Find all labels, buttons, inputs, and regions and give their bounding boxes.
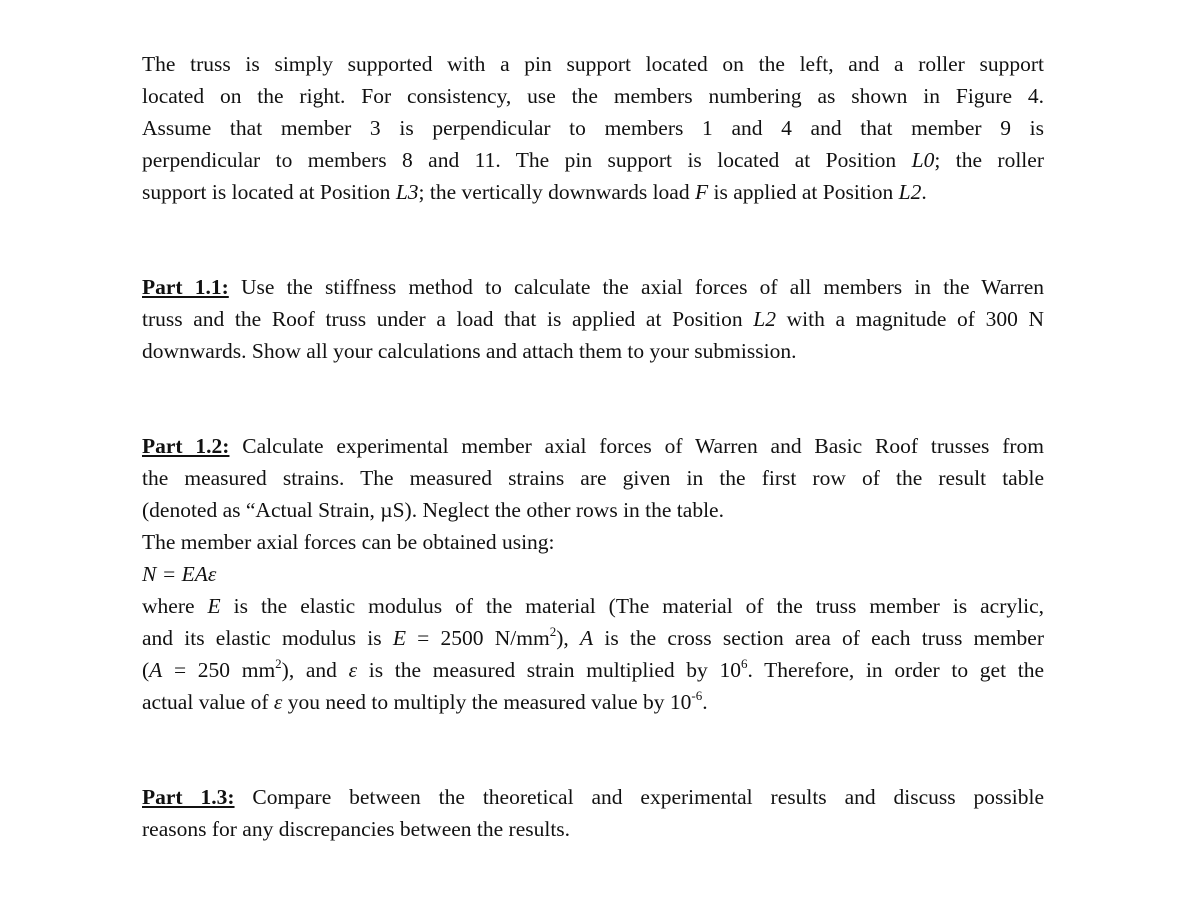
part-1-2-line-1 xyxy=(142,430,1044,462)
part-1-2-line-7-tail: is the cross section area of each truss member xyxy=(593,626,1044,650)
intro-line-3: Assume that member 3 is perpendicular to members 1 and 4 and that member 9 is xyxy=(142,116,1044,140)
intro-line-4-text: perpendicular to members 8 and 11. The pin support is located at Position xyxy=(142,148,912,172)
part-1-3-line-2: reasons for any discrepancies between the results. xyxy=(142,817,571,841)
part-1-2-line-9-end: . xyxy=(702,690,708,714)
part-1-2-label: Part 1.2: xyxy=(142,434,230,458)
superscript-2: 2 xyxy=(549,623,557,639)
part-1-1-line-3: downwards. Show all your calculations and attach them to your submission. xyxy=(142,339,797,363)
elastic-modulus-value: = 2500 N/mm xyxy=(405,626,550,650)
area-value: = 250 mm xyxy=(162,658,276,682)
part-1-1-position-l2: L2 xyxy=(753,307,776,331)
intro-line-4-tail: ; the roller xyxy=(934,148,1044,172)
intro-line-5-mid: ; the vertically downwards load xyxy=(418,180,695,204)
symbol-epsilon-2: ε xyxy=(273,690,283,714)
part-1-2-line-8-open: ( xyxy=(142,658,150,682)
part-1-1-label: Part 1.1: xyxy=(142,275,229,299)
part-1-1-line-1-text: Use the stiffness method to calculate the axial forces of all members in the Warren xyxy=(228,275,1044,299)
intro-line-5 xyxy=(142,176,1044,208)
part-1-2-line-3: (denoted as “Actual Strain, µS). Neglect the other rows in the table. xyxy=(142,498,724,522)
part-1-2-line-6 xyxy=(142,590,1044,622)
intro-paragraph xyxy=(142,48,1044,208)
part-1-2-line-6-text: where xyxy=(142,594,208,618)
symbol-a-2: A xyxy=(149,658,163,682)
superscript-2b: 2 xyxy=(275,655,282,671)
part-1-1-line-2 xyxy=(142,303,1044,335)
intro-line-1: The truss is simply supported with a pin support located on the left, and a roller support xyxy=(142,52,1044,76)
part-1-2-line-4: The member axial forces can be obtained using: xyxy=(142,530,555,554)
part-1-2-line-9-text: actual value of xyxy=(142,690,274,714)
symbol-a: A xyxy=(579,626,594,650)
intro-line-5-end: . xyxy=(921,180,927,204)
part-1-2-line-9 xyxy=(142,686,1044,718)
position-l2: L2 xyxy=(898,180,922,204)
part-1-3-label: Part 1.3: xyxy=(142,785,235,809)
intro-line-5-text: support is located at Position xyxy=(142,180,396,204)
part-1-2-line-2: the measured strains. The measured strains are given in the first row of the result table xyxy=(142,466,1044,490)
part-1-2-line-8-mid: is the measured strain multiplied by 10 xyxy=(357,658,741,682)
part-1-2-line-9-mid: you need to multiply the measured value by 10 xyxy=(282,690,692,714)
symbol-epsilon: ε xyxy=(348,658,358,682)
document-page xyxy=(142,48,1044,845)
symbol-e: E xyxy=(207,594,221,618)
axial-force-formula: N = EAε xyxy=(142,562,217,586)
part-1-3-paragraph xyxy=(142,781,1044,845)
intro-line-5-mid2: is applied at Position xyxy=(708,180,899,204)
position-l0: L0 xyxy=(911,148,935,172)
part-1-2-line-8-tail: . Therefore, in order to get the xyxy=(747,658,1044,682)
part-1-1-line-2-tail: with a magnitude of 300 N xyxy=(775,307,1044,331)
superscript-neg-6: -6 xyxy=(691,687,703,703)
part-1-2-line-7-text: and its elastic modulus is xyxy=(142,626,393,650)
part-1-2-line-7 xyxy=(142,622,1044,654)
part-1-2-line-6-tail: is the elastic modulus of the material (The material of the truss member is acrylic, xyxy=(220,594,1044,618)
part-1-2-line-7-sep: ), xyxy=(556,626,580,650)
part-1-1-paragraph xyxy=(142,271,1044,367)
part-1-2-line-1-text: Calculate experimental member axial forces of Warren and Basic Roof trusses from xyxy=(229,434,1045,458)
part-1-1-line-2-text: truss and the Roof truss under a load that is applied at Position xyxy=(142,307,754,331)
part-1-3-line-1-text: Compare between the theoretical and experimental results and discuss possible xyxy=(234,785,1044,809)
part-1-2-line-8 xyxy=(142,654,1044,686)
intro-line-4 xyxy=(142,144,1044,176)
superscript-6: 6 xyxy=(740,655,748,671)
symbol-e-2: E xyxy=(392,626,406,650)
part-1-2-line-8-sep: ), and xyxy=(281,658,349,682)
position-l3: L3 xyxy=(395,180,419,204)
part-1-2-paragraph xyxy=(142,430,1044,718)
part-1-3-line-1 xyxy=(142,781,1044,813)
load-f: F xyxy=(694,180,709,204)
intro-line-2: located on the right. For consistency, use the members numbering as shown in Figure 4. xyxy=(142,84,1044,108)
part-1-1-line-1 xyxy=(142,271,1044,303)
